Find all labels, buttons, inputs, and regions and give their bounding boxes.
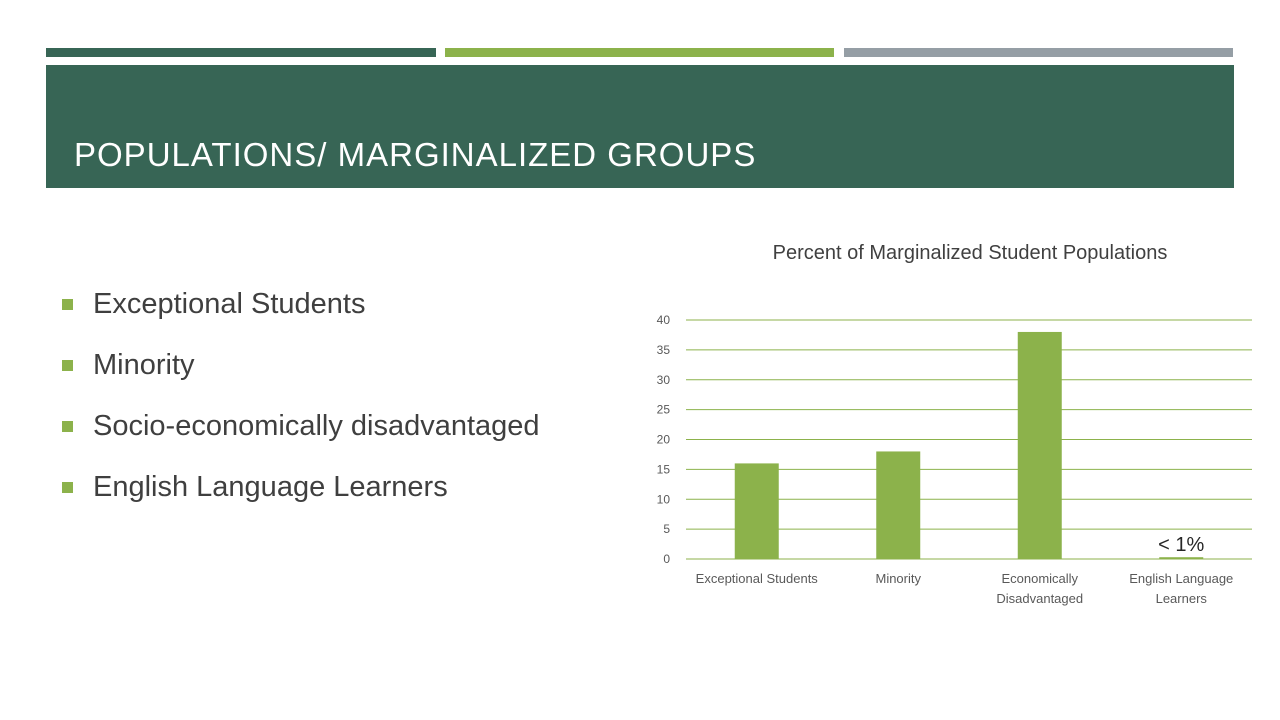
bar [876,451,920,559]
y-tick-label: 40 [656,313,670,327]
x-tick-label [696,571,819,586]
y-tick-label: 35 [656,342,670,357]
y-tick-label: 10 [656,492,670,507]
bullet-item-socioeconomic [62,404,540,465]
accent-bar-green [445,48,834,57]
bullet-text: English Language Learners [93,471,448,503]
bullet-text: Minority [93,349,195,381]
y-tick-label: 15 [656,462,670,477]
bullet-list [62,282,540,526]
y-tick-label: 25 [656,402,670,417]
square-bullet-icon [62,482,73,493]
x-tick-label-line: Exceptional Students [695,571,818,586]
bullet-text: Exceptional Students [93,288,366,320]
bullet-item-exceptional-students [62,282,540,343]
x-tick-label [875,571,921,586]
x-tick-label-line: Disadvantaged [996,591,1084,606]
x-tick-label [1129,571,1233,606]
bullet-item-ell [62,465,540,526]
x-tick-label-line: Economically [1001,571,1079,586]
x-tick-label-line: English Language [1129,571,1234,586]
y-tick-label: 5 [663,522,670,537]
x-tick-label-line: Learners [1155,591,1207,606]
square-bullet-icon [62,299,73,310]
x-tick-label-line: Minority [875,571,922,586]
y-tick-label: 30 [656,372,670,387]
square-bullet-icon [62,360,73,371]
bar-chart [620,300,1260,620]
bar [1159,557,1203,559]
y-tick-label: 0 [663,552,670,566]
slide-title: POPULATIONS/ MARGINALIZED GROUPS [74,136,757,173]
y-tick-label: 20 [656,432,670,447]
accent-bar-gray [844,48,1233,57]
bar [735,463,779,559]
bar [1018,332,1062,559]
annotation-label: < 1% [1158,534,1205,556]
square-bullet-icon [62,421,73,432]
bullet-item-minority [62,343,540,404]
bullet-text: Socio-economically disadvantaged [93,410,540,442]
accent-bar-dark [46,48,436,57]
title-band [46,65,1234,188]
chart-title: Percent of Marginalized Student Populations [772,242,1168,264]
x-tick-label [996,571,1083,606]
